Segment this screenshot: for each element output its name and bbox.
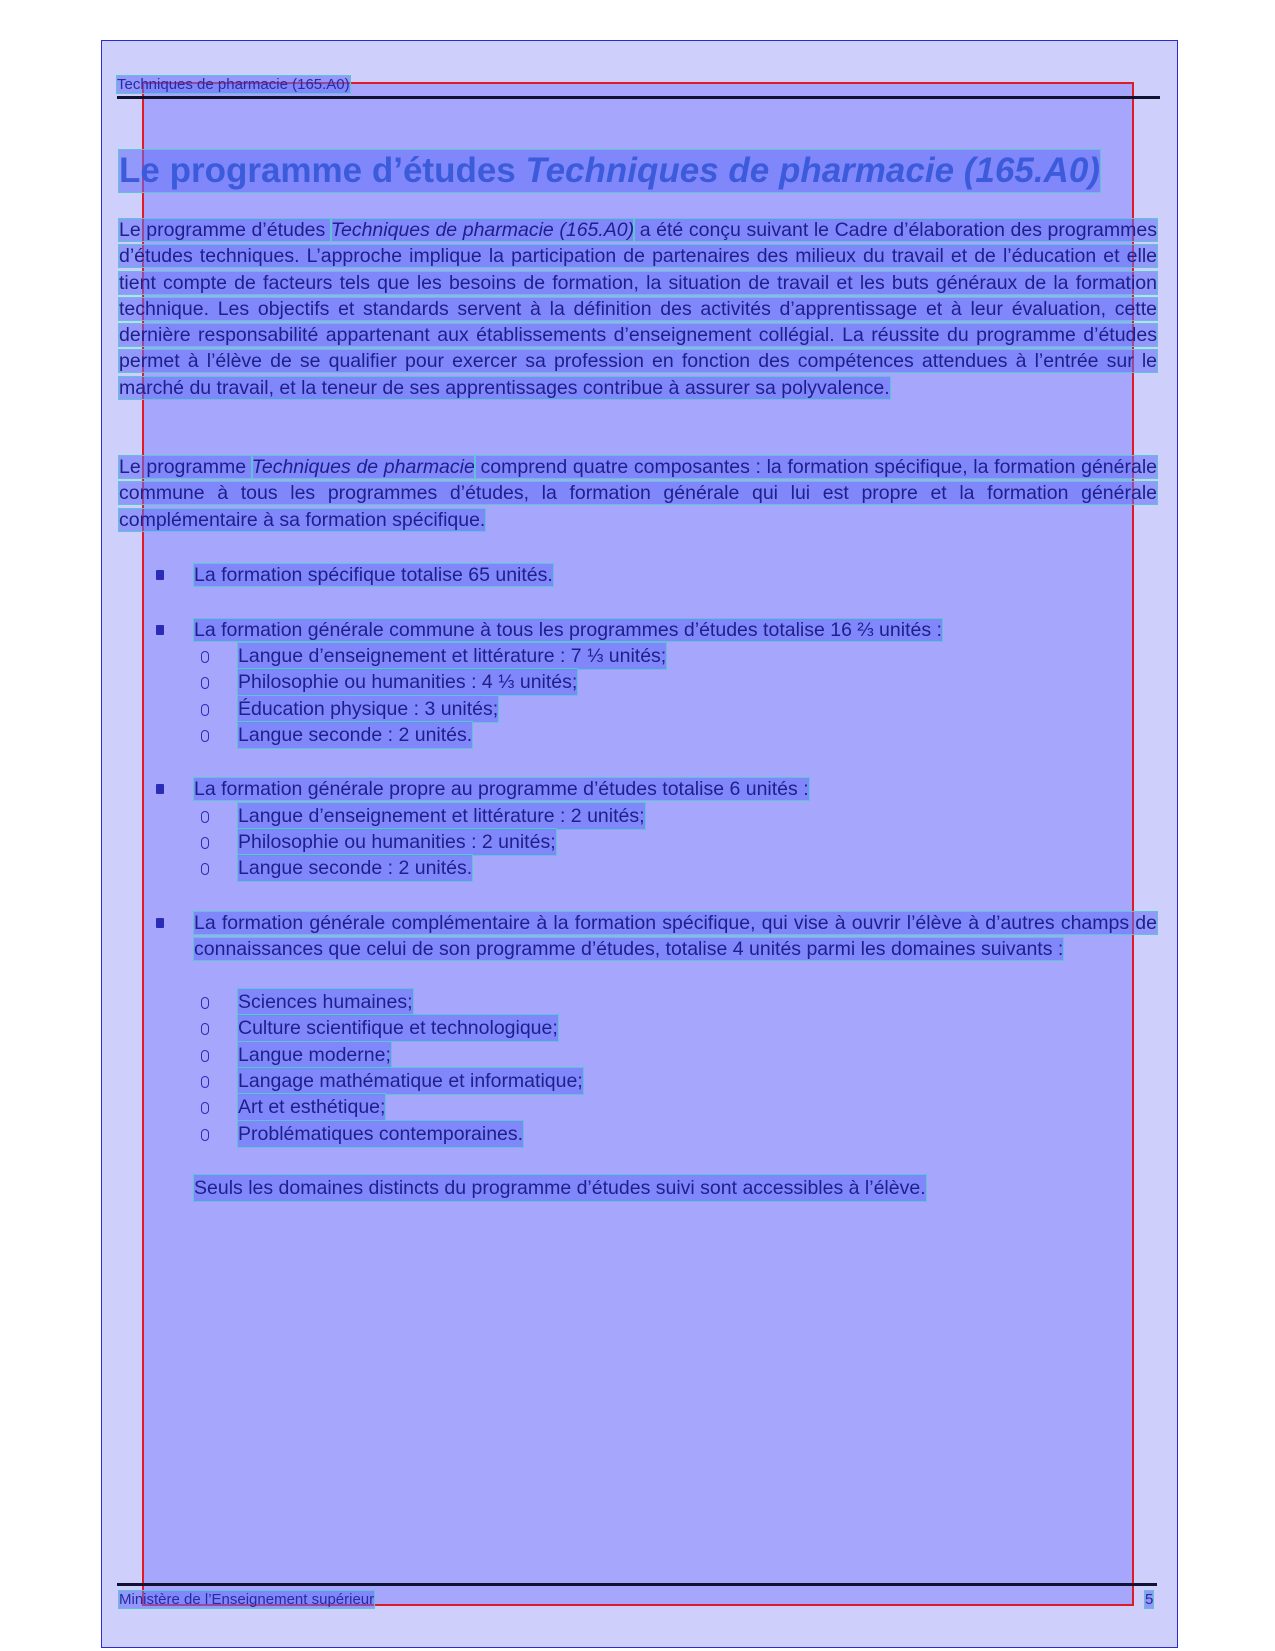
bullet-icon (156, 784, 164, 794)
circle-bullet-icon (201, 651, 209, 663)
list-item (119, 1094, 1157, 1120)
subitem-text: Problématiques contemporaines. (238, 1121, 523, 1147)
circle-bullet-icon (201, 837, 209, 849)
subitem-text: Art et esthétique; (238, 1094, 385, 1120)
circle-bullet-icon (201, 677, 209, 689)
subitem-text: Langue seconde : 2 unités. (238, 855, 472, 881)
list-item (119, 829, 1157, 855)
list-item (119, 696, 1157, 722)
intro-p2-prefix: Le programme (119, 456, 252, 478)
list-item (119, 1121, 1157, 1147)
subitem-text: Langue seconde : 2 unités. (238, 722, 472, 748)
list-item (119, 722, 1157, 748)
intro-p2-body: comprend quatre composantes : la formation spécifique, la formation générale commune à tous les programmes d’études, la formation générale qui lui est propre et la formation générale complémentaire à sa formation spécifique. (119, 456, 1158, 531)
page-title (119, 150, 1100, 192)
component-text: La formation générale commune à tous les programmes d’études totalise 16 ⅔ unités : (194, 619, 942, 641)
subitem-text: Sciences humaines; (238, 989, 413, 1015)
list-item (119, 1068, 1157, 1094)
subitem-text: Philosophie ou humanities : 4 ⅓ unités; (238, 669, 577, 695)
page-title-prefix: Le programme d’études (119, 151, 526, 190)
subitem-text: Langue d’enseignement et littérature : 7 ⅓ unités; (238, 643, 666, 669)
bullet-icon (156, 918, 164, 928)
circle-bullet-icon (201, 730, 209, 742)
circle-bullet-icon (201, 1050, 209, 1062)
running-header: Techniques de pharmacie (165.A0) (117, 76, 350, 93)
circle-bullet-icon (201, 1129, 209, 1141)
circle-bullet-icon (201, 1102, 209, 1114)
intro-p2-program-name: Techniques de pharmacie (251, 456, 475, 478)
intro-paragraph-2 (119, 454, 1157, 533)
page-number: 5 (1145, 1591, 1154, 1608)
subitem-text: Langue d’enseignement et littérature : 2 unités; (238, 803, 645, 829)
subitem-text: Langue moderne; (238, 1042, 391, 1068)
header-rule (117, 96, 1160, 99)
component-text: La formation générale propre au programme d’études totalise 6 unités : (194, 778, 809, 800)
component-text: La formation générale complémentaire à la formation spécifique, qui vise à ouvrir l’élève à d’autres champs de connaissances que celui de son programme d’études, totalise 4 unités parmi les domaines suivants : (194, 912, 1157, 961)
circle-bullet-icon (201, 811, 209, 823)
intro-p1-body: a été conçu suivant le Cadre d’élaboration des programmes d’études techniques. L’approche implique la participation de partenaires des milieux du travail et de l’éducation et elle tient compte de facteurs tels que les besoins de formation, la situation de travail et les buts généraux de la formation technique. Les objectifs et standards servent à la définition des activités d’apprentissage et à leur évaluation, cette dernière responsabilité appartenant aux établissements d’enseignement collégial. La réussite du programme d’études permet à l’élève de se qualifier pour exercer sa profession en fonction des compétences attendues à l’entrée sur le marché du travail, et la teneur de ses apprentissages contribue à assurer sa polyvalence. (119, 219, 1157, 399)
bullet-icon (156, 570, 164, 580)
subitem-text: Culture scientifique et technologique; (238, 1015, 558, 1041)
circle-bullet-icon (201, 1023, 209, 1035)
footer-ministry: Ministère de l’Enseignement supérieur (119, 1591, 375, 1608)
list-item (119, 1042, 1157, 1068)
closing-note: Seuls les domaines distincts du programme d’études suivi sont accessibles à l’élève. (194, 1175, 926, 1201)
subitem-text: Éducation physique : 3 unités; (238, 696, 498, 722)
component-text: La formation spécifique totalise 65 unités. (194, 564, 553, 586)
bullet-icon (156, 625, 164, 635)
list-item (119, 643, 1157, 669)
subitem-text: Langage mathématique et informatique; (238, 1068, 583, 1094)
list-item (119, 1015, 1157, 1041)
circle-bullet-icon (201, 997, 209, 1009)
list-item (119, 803, 1157, 829)
footer-rule (117, 1583, 1157, 1586)
subitem-text: Philosophie ou humanities : 2 unités; (238, 829, 556, 855)
circle-bullet-icon (201, 1076, 209, 1088)
page-title-program-name: Techniques de pharmacie (165.A0) (525, 151, 1100, 190)
intro-paragraph-1 (119, 217, 1157, 401)
circle-bullet-icon (201, 704, 209, 716)
list-item (119, 855, 1157, 881)
circle-bullet-icon (201, 863, 209, 875)
list-item (119, 669, 1157, 695)
intro-p1-prefix: Le programme d’études (119, 219, 331, 241)
intro-p1-program-name: Techniques de pharmacie (165.A0) (330, 219, 635, 241)
list-item (119, 989, 1157, 1015)
